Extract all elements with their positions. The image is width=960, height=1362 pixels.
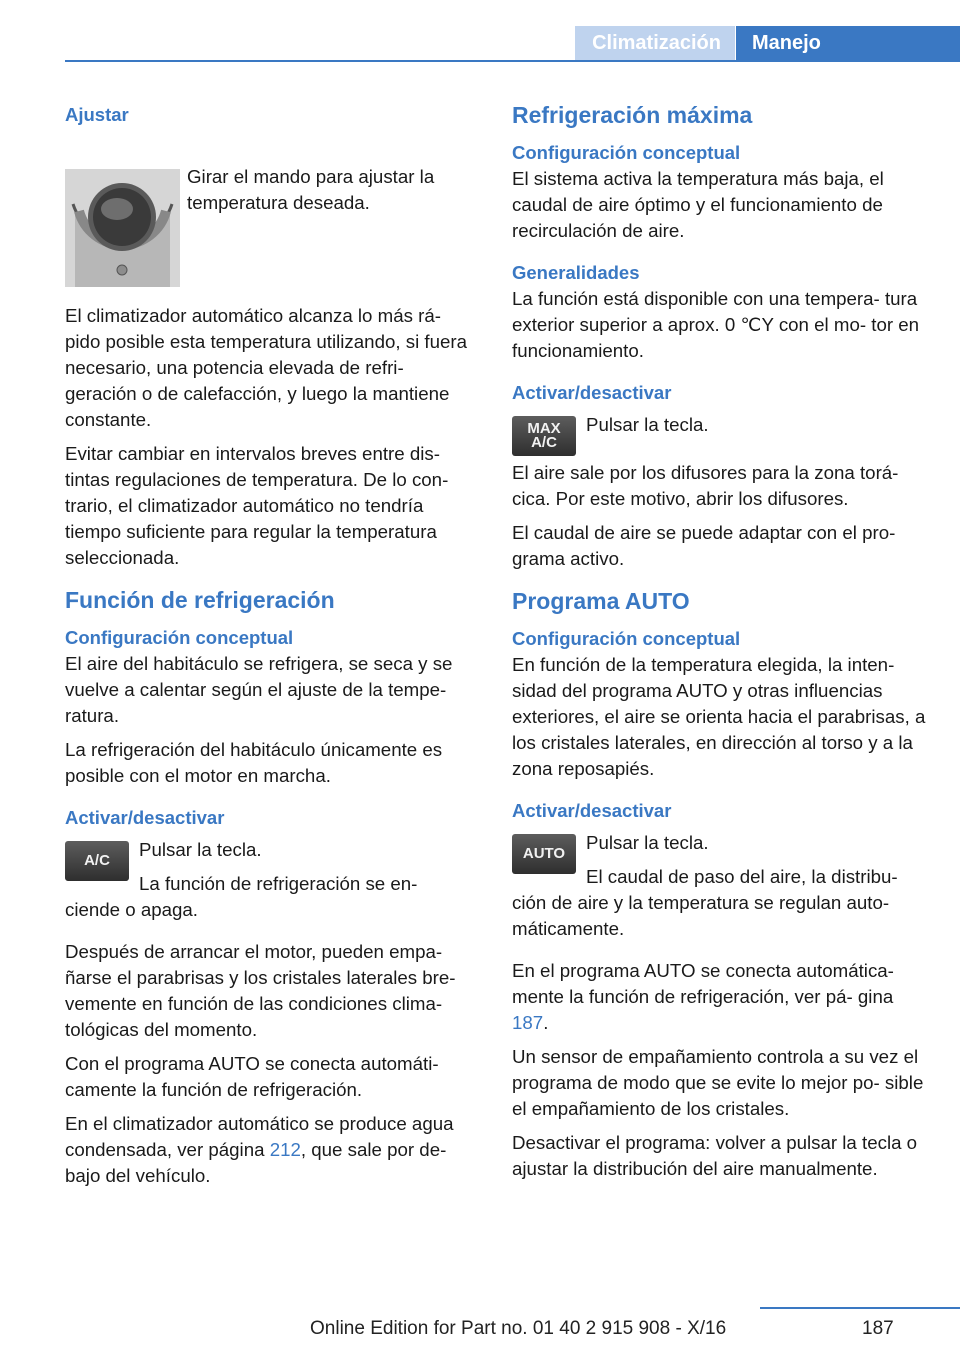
auto-button-image: AUTO xyxy=(512,834,576,874)
header-rule xyxy=(65,60,960,62)
paragraph: El caudal de paso del aire, la distribu‐ ción de aire y la temperatura se regulan auto‐ máticamente. xyxy=(512,866,898,939)
temperature-knob-image xyxy=(65,169,180,287)
page-link-212[interactable]: 212 xyxy=(269,1139,301,1160)
paragraph xyxy=(65,1111,477,1189)
paragraph: La función de refrigeración se en‐ ciende o apaga. xyxy=(65,873,418,920)
heading-configuracion-conceptual: Configuración conceptual xyxy=(512,142,741,163)
heading-ajustar: Ajustar xyxy=(65,104,129,125)
page-link-187[interactable]: 187 xyxy=(512,1012,544,1033)
paragraph: Con el programa AUTO se conecta automáti‐ camente la función de refrigeración. xyxy=(65,1053,439,1100)
page-number: 187 xyxy=(862,1318,894,1339)
heading-configuracion-conceptual: Configuración conceptual xyxy=(512,628,741,649)
left-column xyxy=(65,102,477,1197)
paragraph: El aire del habitáculo se refrigera, se seca y se vuelve a calentar según el ajuste de la tempe‐ ratura. xyxy=(65,653,453,726)
paragraph: El aire sale por los difusores para la zona torá‐ cica. Por este motivo, abrir los difusores. xyxy=(512,462,899,509)
paragraph: En función de la temperatura elegida, la inten‐ sidad del programa AUTO y otras influencias exteriores, el aire se orienta hacia el parabrisas, a los cristales laterales, en dirección al torso y a la zona reposapiés. xyxy=(512,654,926,779)
paragraph: La función está disponible con una tempera‐ tura exterior superior a aprox. 0 ℃Y con el mo‐ tor en funcionamiento. xyxy=(512,288,920,361)
ajustar-figure-row xyxy=(65,164,477,303)
header-chapter-tab: Manejo xyxy=(736,26,960,60)
paragraph: El sistema activa la temperatura más baja, el caudal de aire óptimo y el funcionamiento de recirculación de aire. xyxy=(512,168,884,241)
text: En el programa AUTO se conecta automática‐ mente la función de refrigeración, ver pá‐ gina xyxy=(512,960,894,1007)
right-column xyxy=(512,100,932,1190)
text: En el climatizador automático se produce agua condensada, ver página xyxy=(65,1113,454,1160)
max-ac-button-image xyxy=(512,416,576,456)
heading-refrigeracion-maxima: Refrigeración máxima xyxy=(512,102,753,128)
heading-generalidades: Generalidades xyxy=(512,262,640,283)
ac-label: A/C xyxy=(531,434,557,451)
paragraph xyxy=(512,958,932,1036)
heading-configuracion-conceptual: Configuración conceptual xyxy=(65,627,294,648)
text: . xyxy=(543,1012,549,1033)
ac-button-image: A/C xyxy=(65,841,129,881)
heading-activar-desactivar: Activar/desactivar xyxy=(65,807,225,828)
header-section-tab: Climatización xyxy=(575,26,735,60)
max-ac-figure-row xyxy=(512,412,932,460)
paragraph: Evitar cambiar en intervalos breves entre dis‐ tintas regulaciones de temperatura. De lo con‐ trario, el climatizador automático no tendría tiempo suficiente para regular la temperatura seleccionada. xyxy=(65,443,449,568)
pulsar-text: Pulsar la tecla. xyxy=(586,832,709,853)
paragraph: Después de arrancar el motor, pueden empa‐ ñarse el parabrisas y los cristales laterales bre‐ vemente en función de las condiciones clima‐ tológicas del momento. xyxy=(65,941,456,1040)
footer-edition: Online Edition for Part no. 01 40 2 915 908 - X/16 xyxy=(310,1318,727,1339)
heading-activar-desactivar: Activar/desactivar xyxy=(512,800,672,821)
ac-figure-row xyxy=(65,837,477,923)
heading-programa-auto: Programa AUTO xyxy=(512,588,690,614)
footer-rule xyxy=(760,1307,960,1309)
ajustar-text: Girar el mando para ajustar la temperatura deseada. xyxy=(187,166,435,213)
max-label: MAX xyxy=(527,420,561,437)
heading-activar-desactivar: Activar/desactivar xyxy=(512,382,672,403)
paragraph: Desactivar el programa: volver a pulsar la tecla o ajustar la distribución del aire manualmente. xyxy=(512,1132,918,1179)
heading-funcion-refrigeracion: Función de refrigeración xyxy=(65,587,335,613)
paragraph: El caudal de aire se puede adaptar con el pro‐ grama activo. xyxy=(512,522,896,569)
text: , que sale por de‐ bajo del vehículo. xyxy=(65,1139,447,1186)
pulsar-text: Pulsar la tecla. xyxy=(139,839,262,860)
paragraph: La refrigeración del habitáculo únicamente es posible con el motor en marcha. xyxy=(65,739,443,786)
pulsar-text: Pulsar la tecla. xyxy=(586,414,709,435)
paragraph: Un sensor de empañamiento controla a su vez el programa de modo que se evite lo mejor po‐ sible el empañamiento de los cristales. xyxy=(512,1046,924,1119)
paragraph: El climatizador automático alcanza lo más rá‐ pido posible esta temperatura utilizando, si fuera necesario, una potencia elevada de refri‐ geración o de calefacción, y luego la mantiene constante. xyxy=(65,305,468,430)
auto-figure-row xyxy=(512,830,932,942)
